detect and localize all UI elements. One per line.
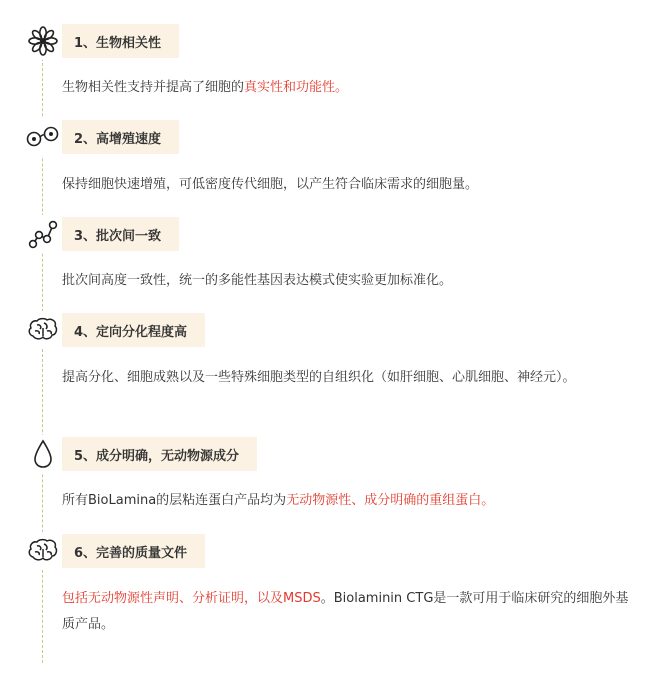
- drop-icon: [24, 435, 62, 473]
- section-heading-box: [62, 120, 179, 154]
- brain-icon: [24, 311, 62, 349]
- section-heading-box: [62, 313, 205, 347]
- section-heading-box: [62, 437, 257, 471]
- highlight-text: 无动物源性、成分明确的重组蛋白。: [286, 493, 495, 508]
- section-title: 2、高增殖速度: [74, 131, 162, 147]
- molecule-icon: [24, 215, 62, 253]
- section-heading-box: [62, 534, 205, 568]
- body-text: 。Biolaminin CTG是一款可用于临床研究的细胞外基质产品。: [62, 591, 629, 632]
- section-body: [62, 172, 630, 198]
- section-title: 4、定向分化程度高: [74, 324, 188, 340]
- brain-icon: [24, 532, 62, 570]
- section-body: [62, 488, 630, 514]
- section-title: 6、完善的质量文件: [74, 545, 188, 561]
- flower-icon: [24, 22, 62, 60]
- section-title: 5、成分明确，无动物源成分: [74, 448, 240, 464]
- section-title: 3、批次间一致: [74, 228, 162, 244]
- body-text: 批次间高度一致性，统一的多能性基因表达模式使实验更加标准化。: [62, 273, 453, 288]
- highlight-text: 真实性和功能性。: [244, 80, 349, 95]
- cell-icon: [24, 118, 62, 156]
- body-text: 提高分化、细胞成熟以及一些特殊细胞类型的自组织化（如肝细胞、心肌细胞、神经元）。: [62, 370, 576, 385]
- section-body: [62, 268, 630, 294]
- section-title: 1、生物相关性: [74, 35, 162, 51]
- section-heading-box: [62, 24, 179, 58]
- body-text: 生物相关性支持并提高了细胞的: [62, 80, 245, 95]
- body-text: 保持细胞快速增殖，可低密度传代细胞，以产生符合临床需求的细胞量。: [62, 177, 479, 192]
- section-body: [62, 365, 630, 391]
- highlight-text: 包括无动物源性声明、分析证明，以及MSDS: [62, 591, 321, 606]
- section-body: [62, 75, 630, 101]
- section-heading-box: [62, 217, 179, 251]
- section-body: [62, 586, 630, 638]
- body-text: 所有BioLamina的层粘连蛋白产品均为: [62, 493, 287, 508]
